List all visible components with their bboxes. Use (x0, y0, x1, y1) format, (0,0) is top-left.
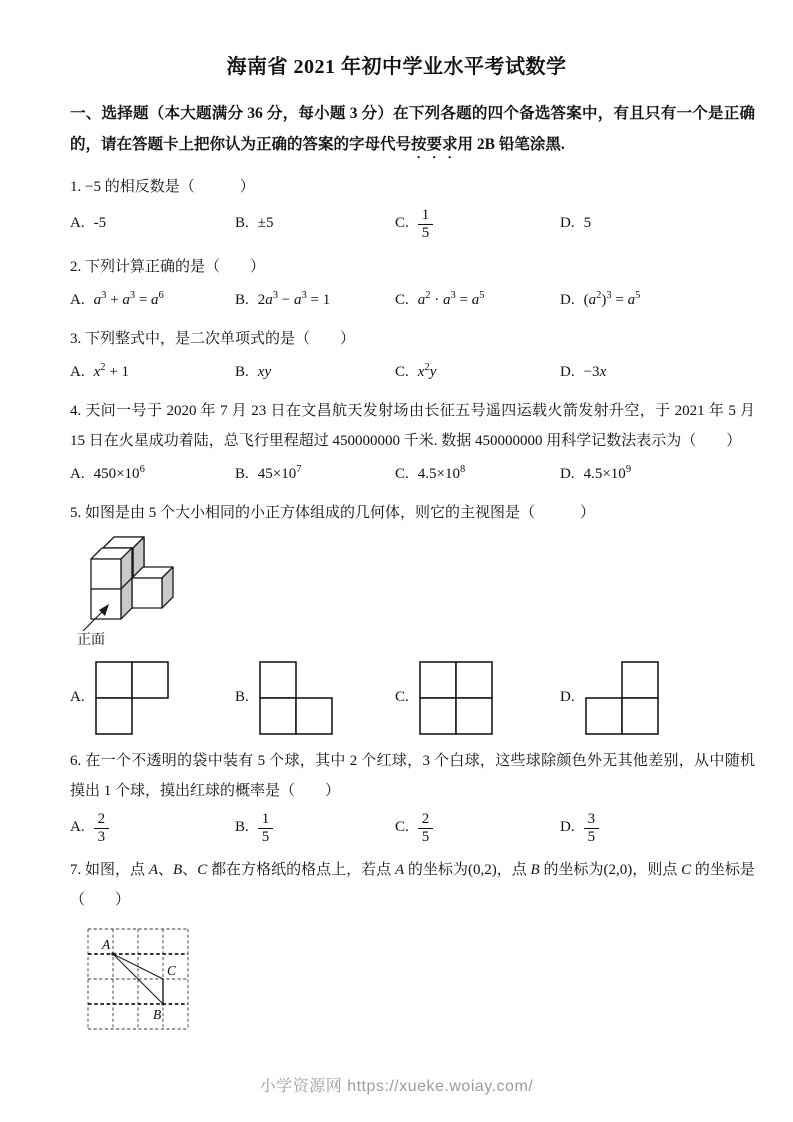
question-3-options (70, 360, 755, 386)
question-3-stem: 3. 下列整式中，是二次单项式的是（ ） (70, 330, 356, 347)
q6-option-a: A. $\frac{2}{3}$ (70, 810, 235, 846)
question-4-stem: 4. 天问一号于 2020 年 7 月 23 日在文昌航天发射场由长征五号遥四运载火箭发射升空，于 2021 年 5 月 15 日在火星成功着陆，总飞行里程超过 450000000 千米. 数据 450000000 用科学记数法表示为（ ） (70, 402, 755, 449)
point-b (162, 1003, 165, 1006)
question-4-options (70, 462, 755, 488)
q1-option-a: A. -5 (70, 215, 107, 232)
question-5-options (70, 660, 755, 736)
q3-option-b: B. xy (235, 364, 272, 380)
q5-option-b: B. (235, 660, 395, 736)
cubes-figure (76, 534, 226, 647)
question-1-options (70, 206, 755, 242)
fraction: $\frac{1}{5}$ (258, 811, 274, 847)
fraction: $\frac{1}{5}$ (418, 207, 434, 243)
view-shape-d (584, 660, 660, 736)
point-c-label: C (167, 963, 177, 978)
section-heading (70, 98, 755, 162)
q3-option-c: C. $x^2y$ (395, 362, 437, 380)
q5-option-c: C. (395, 660, 560, 736)
q4-option-a: A. $450\times 10^6$ (70, 464, 145, 482)
q1-option-b: B. ±5 (235, 215, 274, 232)
q2-option-b: B. $2a^3 - a^3 = 1$ (235, 290, 331, 308)
view-shape-c (418, 660, 494, 736)
question-1-stem: 1. −5 的相反数是（ ） (70, 179, 255, 195)
point-b-label: B (153, 1007, 162, 1022)
q6-option-d: D. $\frac{3}{5}$ (560, 810, 755, 846)
section-heading-part1: 一、选择题（本大题满分 36 分，每小题 3 分）在下列各题的四个备选答案中，有且只有一个是正确的，请在答题卡上把你认为正确的答案的字母代号 (70, 105, 755, 153)
question-6-stem: 6. 在一个不透明的袋中装有 5 个球，其中 2 个红球，3 个白球，这些球除颜色外无其他差别，从中随机摸出 1 个球，摸出红球的概率是（ ） (70, 752, 755, 799)
exam-title: 海南省 2021 年初中学业水平考试数学 (226, 56, 567, 78)
question-6-options (70, 810, 755, 846)
point-a (111, 952, 114, 955)
section-heading-emphasis: 按要求 (411, 136, 458, 153)
grid-figure (76, 921, 211, 1043)
q1-option-c: C. $\frac{1}{5}$ (395, 206, 560, 242)
fraction: $\frac{2}{5}$ (418, 811, 434, 847)
q6-option-b: B. $\frac{1}{5}$ (235, 810, 395, 846)
view-shape-b (258, 660, 334, 736)
q2-option-a: A. $a^3 + a^3 = a^6$ (70, 290, 164, 308)
q4-option-d: D. $4.5\times 10^9$ (560, 464, 632, 482)
q2-option-d: D. $(a^2)^3 = a^5$ (560, 290, 641, 308)
point-a-label: A (102, 937, 111, 952)
fraction: $\frac{3}{5}$ (584, 811, 600, 847)
q3-option-d: D. −3x (560, 364, 607, 380)
q2-option-c: C. $a^2 \cdot a^3 = a^5$ (395, 290, 485, 308)
view-shape-a (94, 660, 170, 736)
fraction: $\frac{2}{3}$ (94, 811, 110, 847)
question-7-stem: 7. 如图，点 A、B、C 都在方格纸的格点上，若点 A 的坐标为(0,2)，点 B 的坐标为(2,0)，则点 C 的坐标是（ ） (70, 862, 755, 908)
q5-option-d: D. (560, 660, 755, 736)
footer-watermark: 小学资源网 https://xueke.woiay.com/ (259, 1078, 534, 1095)
question-2-options (70, 288, 755, 314)
q6-option-c: C. $\frac{2}{5}$ (395, 810, 560, 846)
front-face-label: 正面 (77, 632, 105, 647)
question-2-stem: 2. 下列计算正确的是（ ） (70, 258, 266, 275)
q4-option-b: B. $45\times 10^7$ (235, 464, 302, 482)
question-5-stem: 5. 如图是由 5 个大小相同的小正方体组成的几何体，则它的主视图是（ ） (70, 504, 596, 521)
q5-option-a: A. (70, 660, 235, 736)
section-heading-part2: 用 2B 铅笔涂黑. (457, 136, 565, 153)
q1-option-d: D. 5 (560, 215, 592, 232)
q3-option-a: A. $x^2 + 1$ (70, 362, 129, 380)
q4-option-c: C. $4.5\times 10^8$ (395, 464, 466, 482)
